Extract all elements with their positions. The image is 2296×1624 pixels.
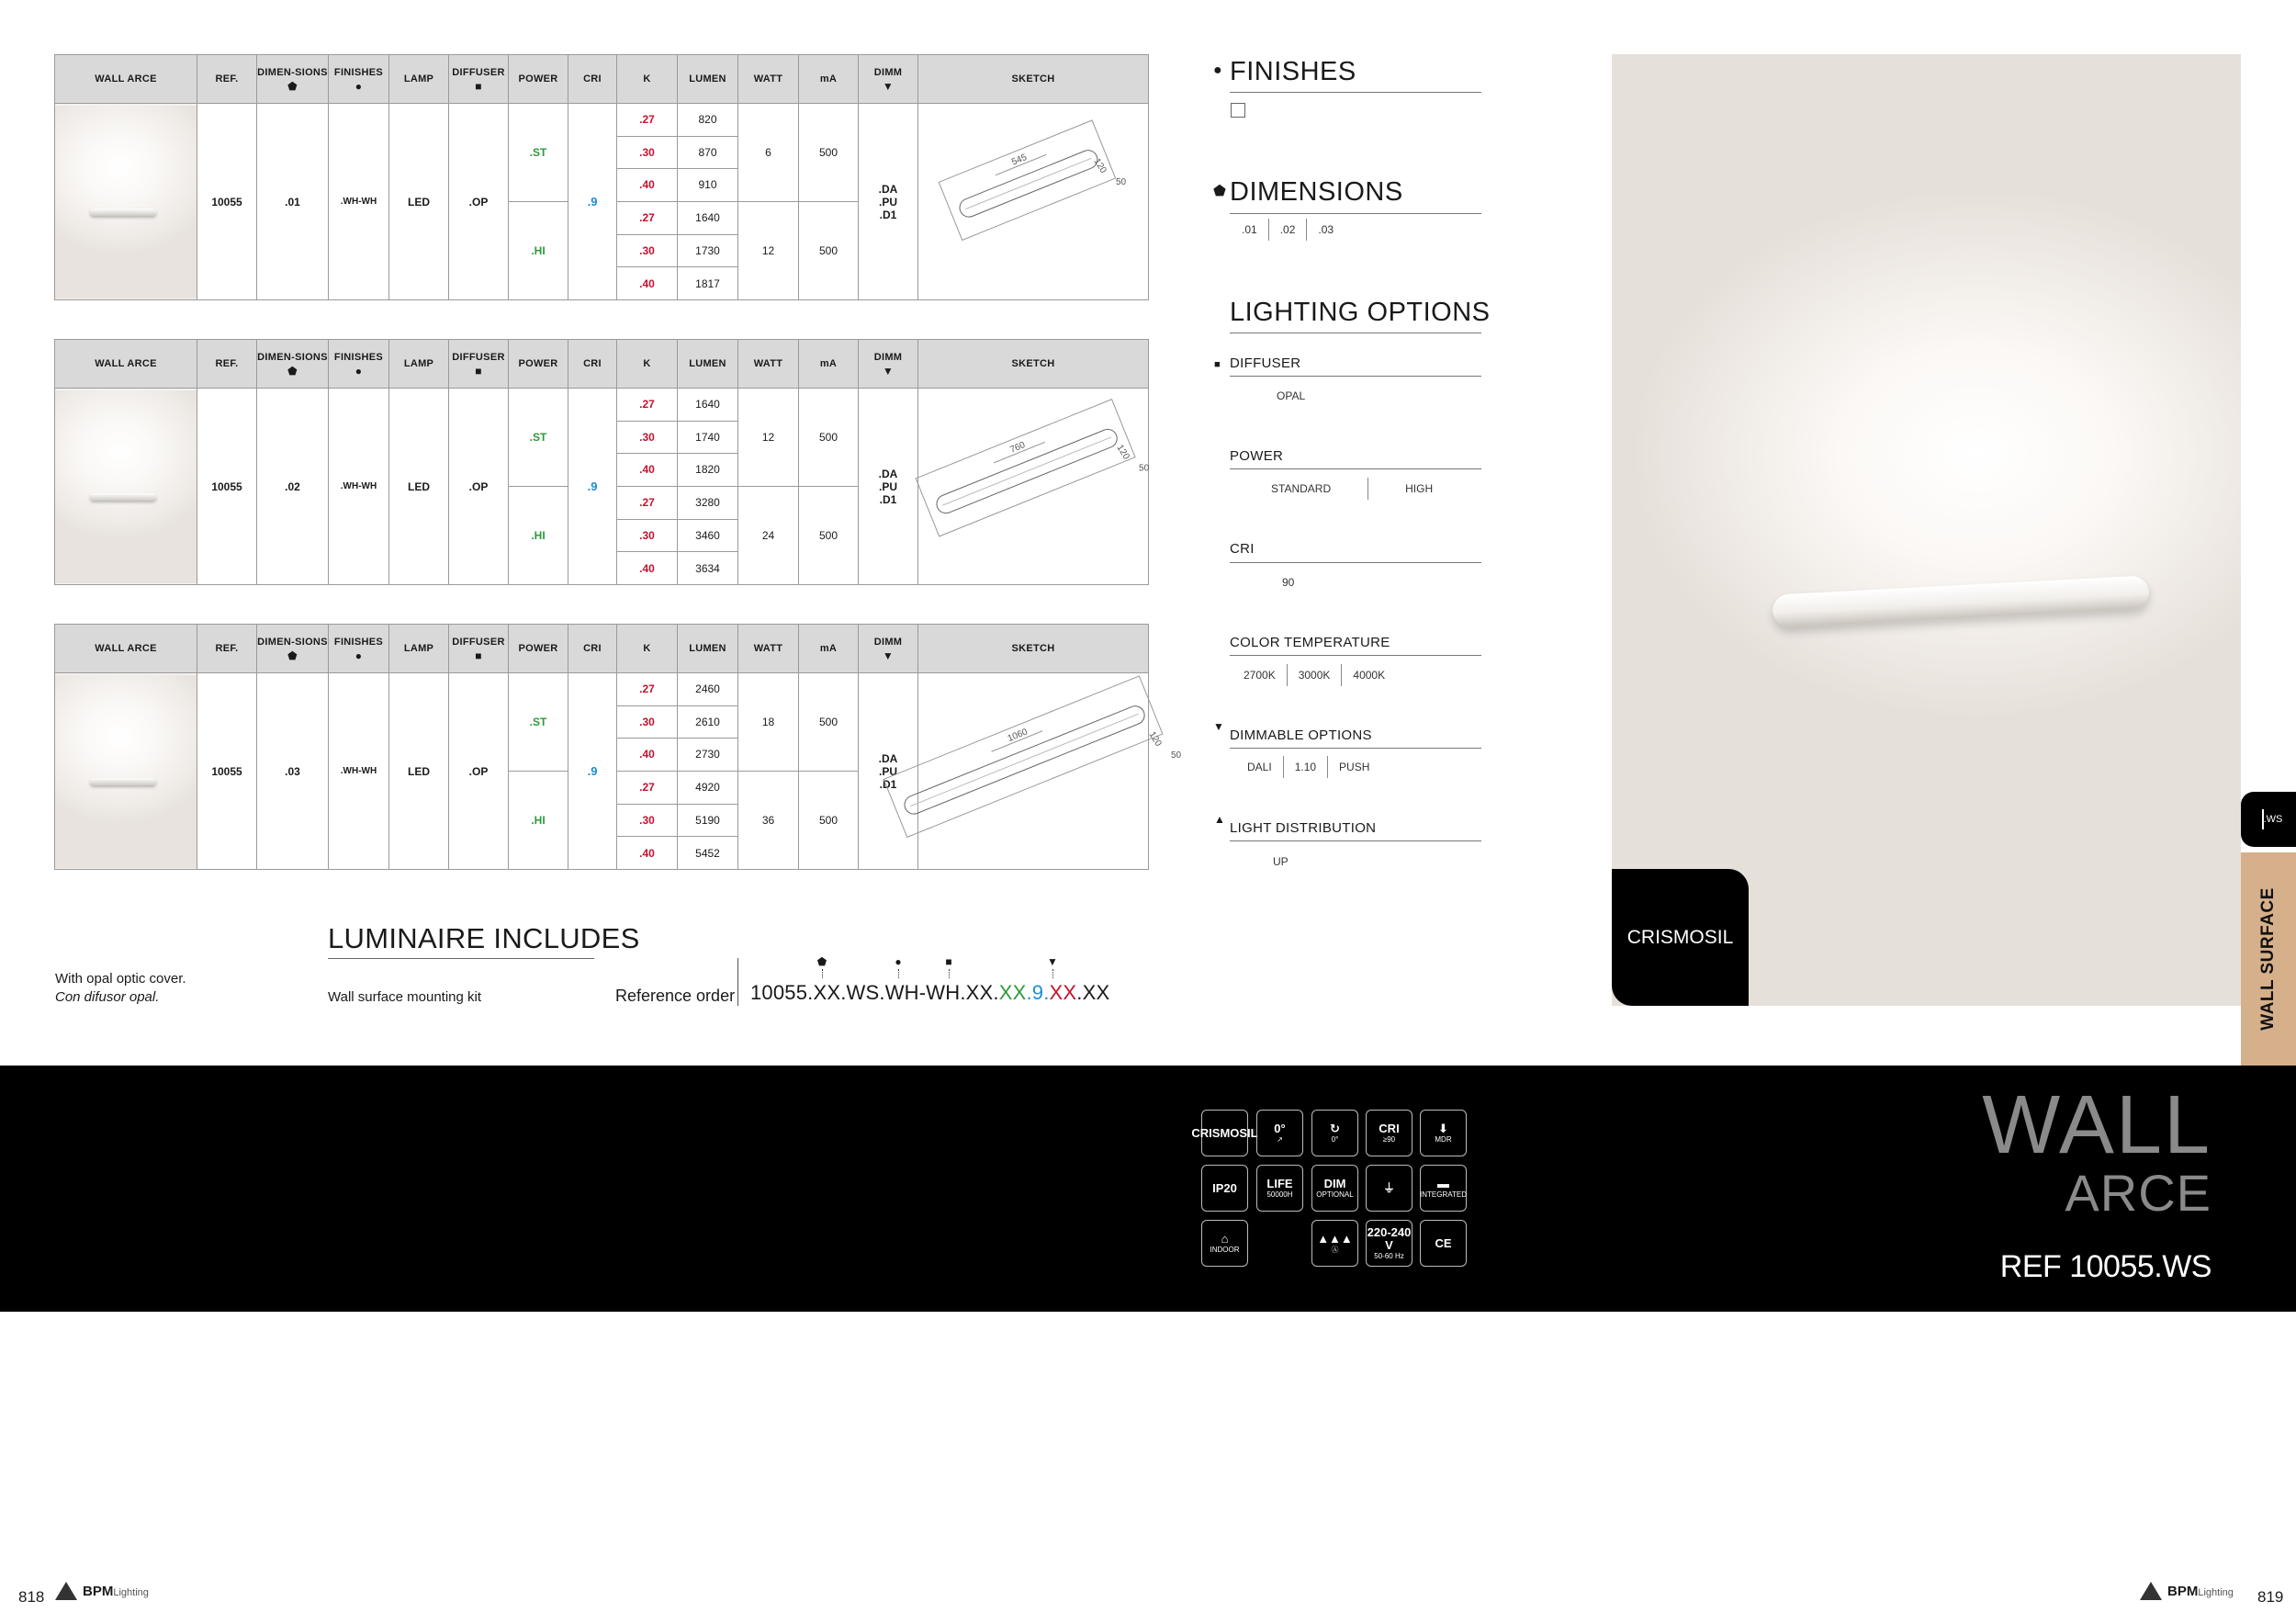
light-distribution-label: LIGHT DISTRIBUTION [1230,820,1377,836]
diffuser-divider [1230,376,1481,377]
crismosil-icon: CRISMOSIL [1201,1110,1248,1156]
reference-order-label: Reference order [615,987,736,1005]
product-reference: REF 10055.WS [1999,1249,2212,1284]
reference-code-part: XX [998,981,1027,1004]
cri-label: CRI [1230,541,1255,557]
table-row [55,104,1149,137]
diffuser-values [1266,385,1316,407]
ce-icon: CE [1420,1220,1467,1267]
column-header: REF. [197,625,257,673]
diffuser-symbol-icon: ■ [475,79,482,93]
column-header: K [617,55,678,104]
brand-logo-left: BPMLighting [55,1582,149,1600]
luminaire-includes-divider [328,958,594,959]
ma-cell: 500 [799,486,859,584]
luminaire-sketch [918,673,1182,866]
lumen-cell: 1820 [678,454,738,487]
svg-text:120: 120 [1091,156,1109,175]
power-divider [1230,468,1481,469]
column-header: SKETCH [918,55,1149,104]
power-cell: .HI [509,486,568,584]
power-cell: .ST [509,104,568,202]
cri-90-icon: CRI ≥90 [1366,1110,1412,1156]
reference-code-part: XX [1049,981,1077,1004]
wall-mount-icon [2255,807,2260,831]
watt-cell: 12 [738,201,799,299]
lumen-cell: 1640 [678,389,738,422]
svg-text:50: 50 [1116,177,1127,187]
ref-cell: 10055 [197,104,257,300]
color-temperature-cell: .27 [617,389,678,422]
luminaire-includes-title: LUMINAIRE INCLUDES [328,922,640,954]
finishes-symbol-icon: ● [355,364,363,378]
dimmable-options-values [1236,756,1380,778]
ma-cell: 500 [799,389,859,487]
reference-order-separator [737,958,738,1006]
color-temperature-cell: .30 [617,519,678,552]
ip20-icon: IP20 [1201,1165,1248,1212]
color-temperature-option: 2700K [1232,664,1288,686]
reference-code-part: .XX [1076,981,1110,1004]
lumen-cell: 910 [678,169,738,202]
reference-code-part: 10055.XX.WS.WH-WH.XX. [750,981,999,1004]
lumen-cell: 4920 [678,771,738,804]
diffuser-bullet: ■ [1214,359,1221,370]
finish-white-swatch [1231,103,1245,118]
svg-text:545: 545 [1010,152,1029,168]
cri-cell: .9 [568,104,617,300]
sketch-cell [918,104,1149,300]
color-temperature-cell: .30 [617,421,678,454]
table-row [55,389,1149,422]
svg-text:50: 50 [1139,463,1150,474]
product-thumbnail [55,389,197,585]
lumen-cell: 5452 [678,837,738,870]
lumen-cell: 3460 [678,519,738,552]
diffuser-symbol-icon: ■ [475,364,482,378]
lumen-cell: 3280 [678,486,738,519]
power-option: STANDARD [1251,478,1368,500]
column-header: LUMEN [678,625,738,673]
class-i-icon: ⏚ [1366,1165,1412,1212]
page-number-right: 819 [2257,1588,2284,1606]
spec-table-02 [54,339,1149,585]
dimensions-title: DIMENSIONS [1230,177,1403,207]
dimensions-symbol-icon: ⬟ [287,648,298,662]
brand-triangle-icon [2140,1582,2162,1600]
reference-code-part: .9. [1026,981,1050,1004]
ma-cell: 500 [799,771,859,869]
distribution-bullet: ▲ [1214,813,1225,826]
spec-table-01 [54,54,1149,300]
driver-icon: ▲▲▲ Ⓐ [1311,1220,1358,1267]
watt-cell: 18 [738,673,799,772]
color-temperature-cell: .27 [617,104,678,137]
diffuser-symbol-icon: ■ [475,648,482,662]
brand-triangle-icon [55,1582,77,1600]
page-number-left: 818 [18,1588,45,1606]
lighting-options-title: LIGHTING OPTIONS [1230,298,1491,327]
column-header: LUMEN [678,340,738,389]
lumen-cell: 3634 [678,552,738,585]
column-header: K [617,625,678,673]
dimm-symbol-icon: ▼ [882,79,895,93]
column-header: POWER [509,55,568,104]
indoor-icon: ⌂ INDOOR [1201,1220,1248,1267]
column-header: WALL ARCE [55,340,197,389]
side-tab-code[interactable] [2241,792,2296,847]
cri-values [1271,571,1305,593]
light-distribution-values [1262,851,1300,873]
column-header: CRI [568,340,617,389]
dimm-cell: .DA .PU .D1 [859,673,918,870]
finish-cell: .WH-WH [329,673,389,870]
column-header: REF. [197,340,257,389]
diffuser-cell: .OP [449,673,509,870]
column-header: mA [799,340,859,389]
lumen-cell: 1730 [678,234,738,267]
power-cell: .HI [509,771,568,869]
lumen-cell: 1640 [678,201,738,234]
column-header: POWER [509,340,568,389]
finishes-title: FINISHES [1230,57,1356,86]
power-cell: .ST [509,389,568,487]
column-header: LAMP [389,55,449,104]
color-temperature-cell: .27 [617,673,678,706]
spec-table-03 [54,624,1182,870]
lumen-cell: 820 [678,104,738,137]
color-temperature-option: 3000K [1288,664,1343,686]
color-temperature-cell: .40 [617,169,678,202]
lumen-cell: 2460 [678,673,738,706]
column-header: DIMEN-SIONS ⬟ [257,625,329,673]
column-header: CRI [568,55,617,104]
column-header: SKETCH [918,340,1149,389]
lumen-cell: 1740 [678,421,738,454]
dimensions-values [1231,219,1345,241]
watt-cell: 24 [738,486,799,584]
dimension-option: .02 [1269,219,1308,241]
lamp-cell: LED [389,389,449,585]
distribution-option: UP [1273,855,1289,868]
cri-option: 90 [1282,576,1295,589]
dimensions-symbol-icon: ⬟ [287,79,298,93]
note-english: With opal optic cover. [55,971,186,987]
mounting-kit-text: Wall surface mounting kit [328,989,482,1005]
light-distribution-divider [1230,840,1481,841]
color-temperature-divider [1230,655,1481,656]
lumen-cell: 2610 [678,705,738,739]
column-header: SKETCH [918,625,1149,673]
luminaire-sketch [918,104,1148,297]
column-header: FINISHES ● [329,55,389,104]
cri-cell: .9 [568,673,617,870]
ref-cell: 10055 [197,389,257,585]
color-temperature-option: 4000K [1353,669,1386,682]
ma-cell: 500 [799,201,859,299]
life-hours-icon: LIFE 50000H [1256,1165,1303,1212]
color-temperature-cell: .40 [617,739,678,772]
color-temperature-cell: .40 [617,454,678,487]
power-values [1251,478,1469,500]
column-header: POWER [509,625,568,673]
finishes-symbol-icon: ● [355,648,363,662]
color-temperature-values [1232,664,1396,686]
lumen-cell: 1817 [678,267,738,300]
thumbnail-image [55,675,197,868]
sketch-cell [918,673,1182,870]
column-header: FINISHES ● [329,625,389,673]
diffuser-marker-icon: ■ [942,955,955,978]
dimmable-option: PUSH [1339,761,1370,773]
side-tab-category[interactable] [2241,852,2296,1066]
dimensions-bullet: ⬟ [1213,184,1226,199]
ma-cell: 500 [799,104,859,202]
color-temperature-cell: .40 [617,837,678,870]
column-header: DIFFUSER ■ [449,340,509,389]
color-temperature-cell: .30 [617,804,678,837]
column-header: WATT [738,55,799,104]
side-tab-category-label: WALL SURFACE [2258,887,2278,1031]
dim-optional-icon: DIM OPTIONAL [1311,1165,1358,1212]
product-thumbnail [55,673,197,870]
dimmable-options-divider [1230,748,1481,749]
dimm-symbol-icon: ▼ [882,364,895,378]
dimm-cell: .DA .PU .D1 [859,104,918,300]
lumen-cell: 2730 [678,739,738,772]
ref-cell: 10055 [197,673,257,870]
finish-cell: .WH-WH [329,389,389,585]
watt-cell: 36 [738,771,799,869]
cri-divider [1230,562,1481,563]
table-row [55,673,1149,706]
color-temperature-cell: .30 [617,136,678,169]
tilt-0-icon: 0° ↗ [1256,1110,1303,1156]
integrated-driver-icon: ▬ INTEGRATED [1420,1165,1467,1212]
column-header: WALL ARCE [55,625,197,673]
svg-text:120: 120 [1114,443,1131,462]
diffuser-cell: .OP [449,104,509,300]
product-subname: ARCE [2065,1164,2212,1222]
column-header: DIMM ▼ [859,340,918,389]
dimension-cell: .03 [257,673,329,870]
voltage-icon: 220-240 V 50-60 Hz [1366,1220,1412,1267]
dimensions-divider [1230,213,1481,214]
color-temperature-cell: .27 [617,201,678,234]
diffuser-cell: .OP [449,389,509,585]
finish-cell: .WH-WH [329,104,389,300]
sketch-cell [918,389,1149,585]
dimm-symbol-icon: ▼ [882,648,895,662]
column-header: WALL ARCE [55,55,197,104]
color-temperature-cell: .40 [617,267,678,300]
note-spanish: Con difusor opal. [55,989,160,1005]
column-header: FINISHES ● [329,340,389,389]
column-header: K [617,340,678,389]
thumbnail-image [55,106,197,299]
dimensions-marker-icon: ⬟ [816,955,828,978]
svg-text:1060: 1060 [1006,727,1030,745]
dimmable-bullet: ▼ [1213,720,1224,733]
lumen-cell: 870 [678,136,738,169]
diffuser-option: OPAL [1277,389,1306,402]
column-header: mA [799,55,859,104]
svg-text:50: 50 [1171,750,1182,761]
dimensions-symbol-icon: ⬟ [287,364,298,378]
column-header: CRI [568,625,617,673]
side-tab-code-label: .WS [2263,814,2283,825]
product-photo [1612,54,2241,1006]
finishes-symbol-icon: ● [355,79,363,93]
thumbnail-image [55,390,197,583]
reference-order-code [750,981,1109,1005]
column-header: DIMM ▼ [859,625,918,673]
color-temperature-cell: .30 [617,705,678,739]
column-header: DIFFUSER ■ [449,55,509,104]
column-header: LAMP [389,340,449,389]
dimm-cell: .DA .PU .D1 [859,389,918,585]
lamp-cell: LED [389,673,449,870]
power-option: HIGH [1405,482,1434,495]
column-header: WATT [738,625,799,673]
column-header: LUMEN [678,55,738,104]
column-header: WATT [738,340,799,389]
dimension-cell: .01 [257,104,329,300]
luminaire-sketch [918,389,1148,581]
product-banner [0,1066,2296,1312]
power-cell: .HI [509,201,568,299]
color-temperature-cell: .30 [617,234,678,267]
color-temperature-cell: .27 [617,771,678,804]
wall-lamp-image [1772,575,2149,627]
rotation-0-icon: ↻ 0° [1311,1110,1358,1156]
column-header: LAMP [389,625,449,673]
watt-cell: 6 [738,104,799,202]
dimension-option: .01 [1231,219,1269,241]
dimmable-option: DALI [1236,756,1284,778]
column-header: DIMEN-SIONS ⬟ [257,55,329,104]
power-cell: .ST [509,673,568,772]
dimension-option: .03 [1318,223,1334,236]
column-header: DIMM ▼ [859,55,918,104]
svg-text:120: 120 [1146,729,1164,749]
column-header: DIMEN-SIONS ⬟ [257,340,329,389]
color-temperature-cell: .40 [617,552,678,585]
finishes-divider [1230,92,1481,93]
product-thumbnail [55,104,197,300]
dimension-cell: .02 [257,389,329,585]
dimm-marker-icon: ▼ [1046,955,1059,978]
material-badge: CRISMOSIL [1612,869,1749,1006]
cri-cell: .9 [568,389,617,585]
dimmable-options-label: DIMMABLE OPTIONS [1230,727,1372,743]
column-header: REF. [197,55,257,104]
column-header: DIFFUSER ■ [449,625,509,673]
finishes-bullet: ● [1213,62,1222,78]
lamp-cell: LED [389,104,449,300]
column-header: mA [799,625,859,673]
svg-text:760: 760 [1008,440,1027,456]
color-temperature-label: COLOR TEMPERATURE [1230,635,1390,650]
color-temperature-cell: .27 [617,486,678,519]
diffuser-label: DIFFUSER [1230,355,1301,371]
sdcm-icon: ⬇ MDR [1420,1110,1467,1156]
lumen-cell: 5190 [678,804,738,837]
ma-cell: 500 [799,673,859,772]
dimmable-option: 1.10 [1284,756,1328,778]
power-label: POWER [1230,448,1284,464]
watt-cell: 12 [738,389,799,487]
brand-logo-right: BPMLighting [2140,1582,2234,1600]
finishes-marker-icon: ● [892,955,905,978]
product-name: WALL [1982,1079,2212,1171]
